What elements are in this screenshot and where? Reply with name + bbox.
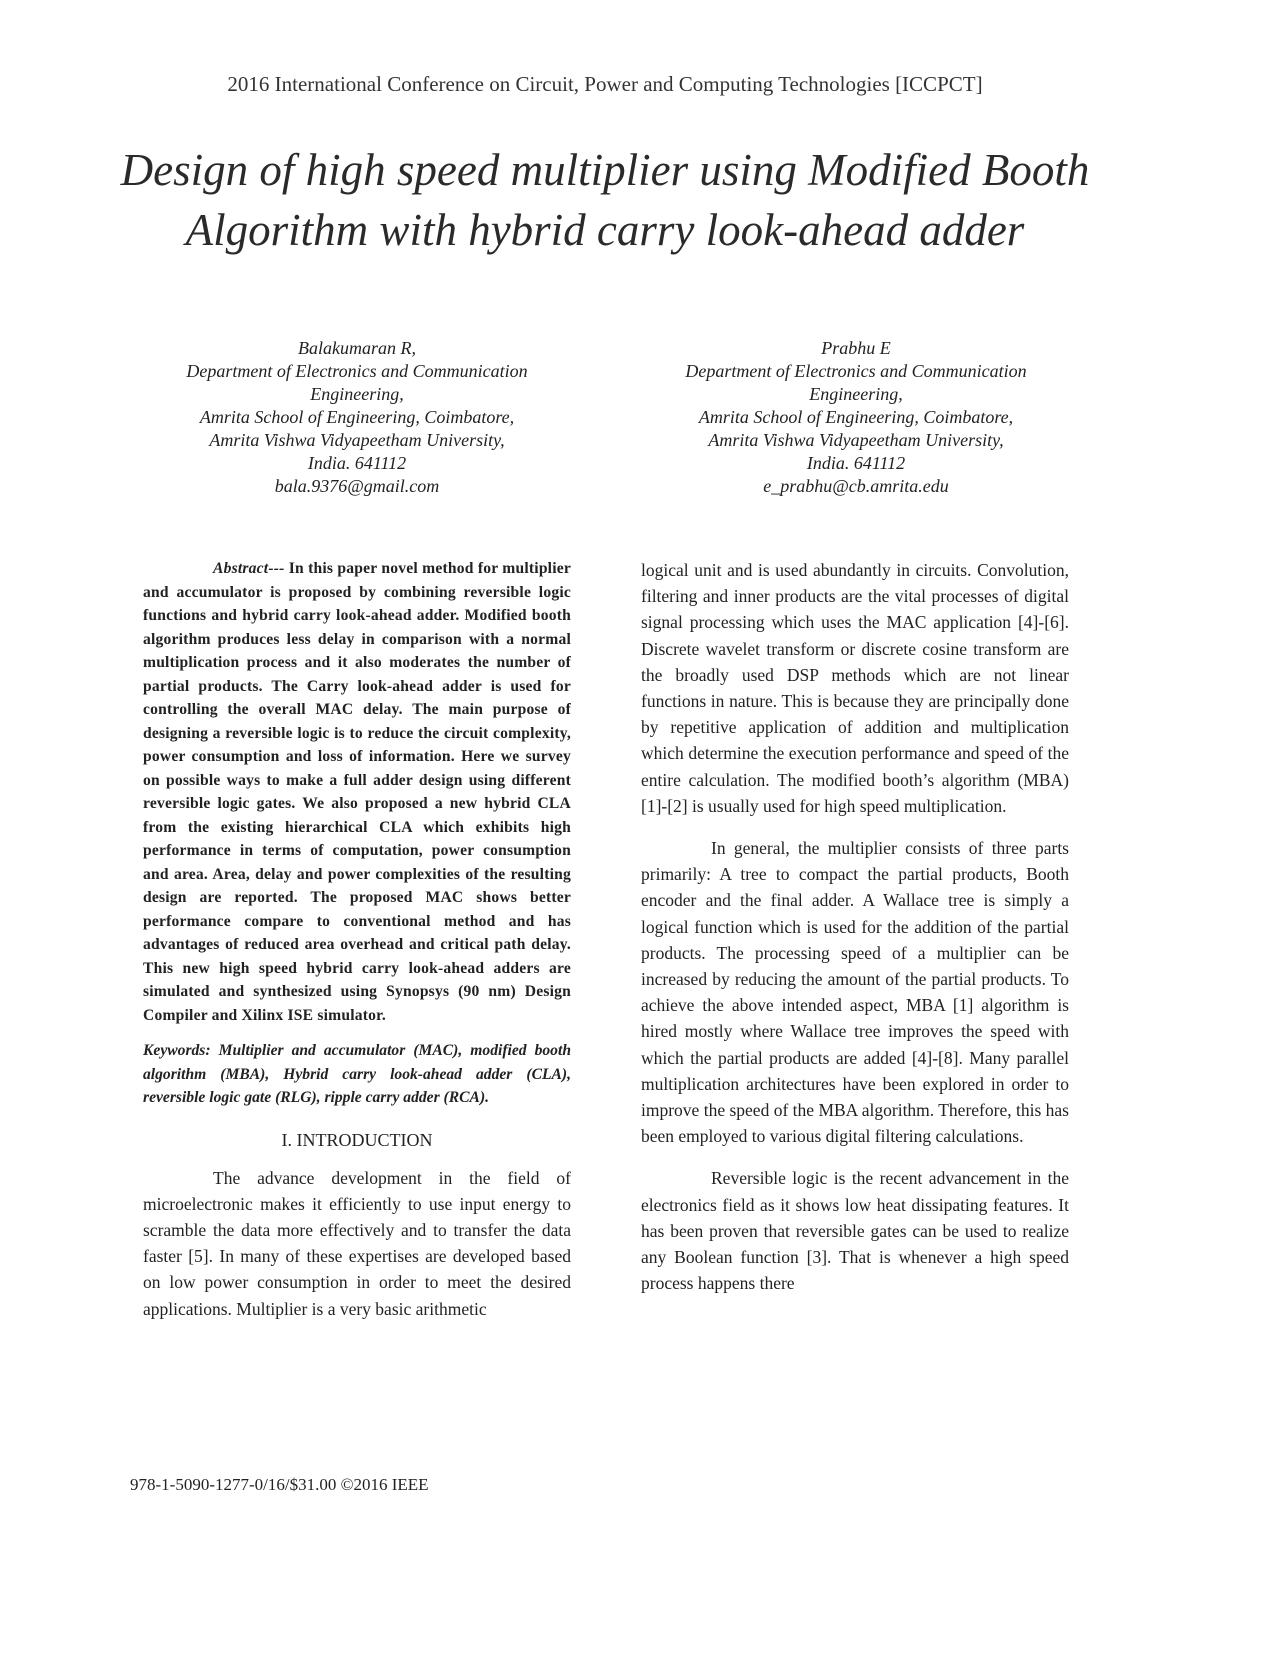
body-paragraph: In general, the multiplier consists of three parts primarily: A tree to compact the partial products, Booth encoder and the final adder. A Wallace tree is simply a logical function which is used for the addition of the partial products. The processing speed of a multiplier can be increased by reducing the amount of the partial products. To achieve the above intended aspect, MBA [1] algorithm is hired mostly where Wallace tree improves the speed with which the partial products are added [4]-[8]. Many parallel multiplication architectures have been explored in order to improve the speed of the MBA algorithm. Therefore, this has been employed to various digital filtering calculations.: [641, 838, 1069, 1147]
author-name: Prabhu E: [821, 338, 891, 358]
author-school: Amrita School of Engineering, Coimbatore,: [199, 407, 515, 427]
author-email[interactable]: e_prabhu@cb.amrita.edu: [763, 476, 949, 496]
paper-title: Design of high speed multiplier using Modified Booth Algorithm with hybrid carry look-ahead adder: [120, 145, 1090, 255]
author-dept: Department of Electronics and Communication: [685, 361, 1027, 381]
abstract-text: In this paper novel method for multiplier and accumulator is proposed by combining reversible logic functions and hybrid carry look-ahead adder. Modified booth algorithm produces less delay in comparison with a normal multiplication process and it also moderates the number of partial products. The Carry look-ahead adder is used for controlling the overall MAC delay. The main purpose of designing a reversible logic is to reduce the circuit complexity, power consumption and loss of information. Here we survey on possible ways to make a full adder design using different reversible logic gates. We also proposed a new hybrid CLA from the existing hierarchical CLA which exhibits high performance in terms of computation, power consumption and area. Area, delay and power complexities of the resulting design are reported. The proposed MAC shows better performance compare to conventional method and has advantages of reduced area overhead and critical path delay. This new high speed hybrid carry look-ahead adders are simulated and synthesized using Synopsys (90 nm) Design Compiler and Xilinx ISE simulator.: [143, 560, 571, 1024]
right-column: [641, 557, 1069, 1312]
author-block: [137, 337, 577, 498]
left-column: [143, 557, 571, 1338]
body-paragraph: Reversible logic is the recent advancement in the electronics field as it shows low heat dissipating features. It has been proven that reversible gates can be used to realize any Boolean function [3]. That is whenever a high speed process happens there: [641, 1168, 1069, 1294]
abstract-label: Abstract---: [213, 560, 285, 577]
author-university: Amrita Vishwa Vidyapeetham University,: [209, 430, 505, 450]
author-name: Balakumaran R,: [298, 338, 416, 358]
author-school: Amrita School of Engineering, Coimbatore,: [698, 407, 1014, 427]
author-university: Amrita Vishwa Vidyapeetham University,: [708, 430, 1004, 450]
keywords: Keywords: Multiplier and accumulator (MAC), modified booth algorithm (MBA), Hybrid carry look-ahead adder (CLA), reversible logic gate (RLG), ripple carry adder (RCA).: [143, 1042, 571, 1106]
body-paragraph: logical unit and is used abundantly in circuits. Convolution, filtering and inner products are the vital processes of digital signal processing which uses the MAC application [4]-[6]. Discrete wavelet transform or discrete cosine transform are the broadly used DSP methods which are not linear functions in nature. This is because they are principally done by repetitive application of addition and multiplication which determine the execution performance and speed of the entire calculation. The modified booth’s algorithm (MBA) [1]-[2] is usually used for high speed multiplication.: [641, 560, 1069, 816]
section-heading: I. INTRODUCTION: [281, 1129, 433, 1150]
author-email[interactable]: bala.9376@gmail.com: [274, 476, 440, 496]
author-dept: Department of Electronics and Communication: [186, 361, 528, 381]
author-block: [636, 337, 1076, 498]
body-paragraph: The advance development in the field of microelectronic makes it efficiently to use input energy to scramble the data more effectively and to transfer the data faster [5]. In many of these expertises are developed based on low power consumption in order to meet the desired applications. Multiplier is a very basic arithmetic: [143, 1167, 571, 1319]
copyright-footer: 978-1-5090-1277-0/16/$31.00 ©2016 IEEE: [130, 1475, 429, 1494]
author-dept: Engineering,: [809, 384, 903, 404]
author-location: India. 641112: [806, 453, 906, 473]
author-location: India. 641112: [307, 453, 407, 473]
abstract: [143, 557, 571, 1027]
conference-header: 2016 International Conference on Circuit, Power and Computing Technologies [ICCPCT]: [227, 72, 983, 96]
author-dept: Engineering,: [310, 384, 404, 404]
